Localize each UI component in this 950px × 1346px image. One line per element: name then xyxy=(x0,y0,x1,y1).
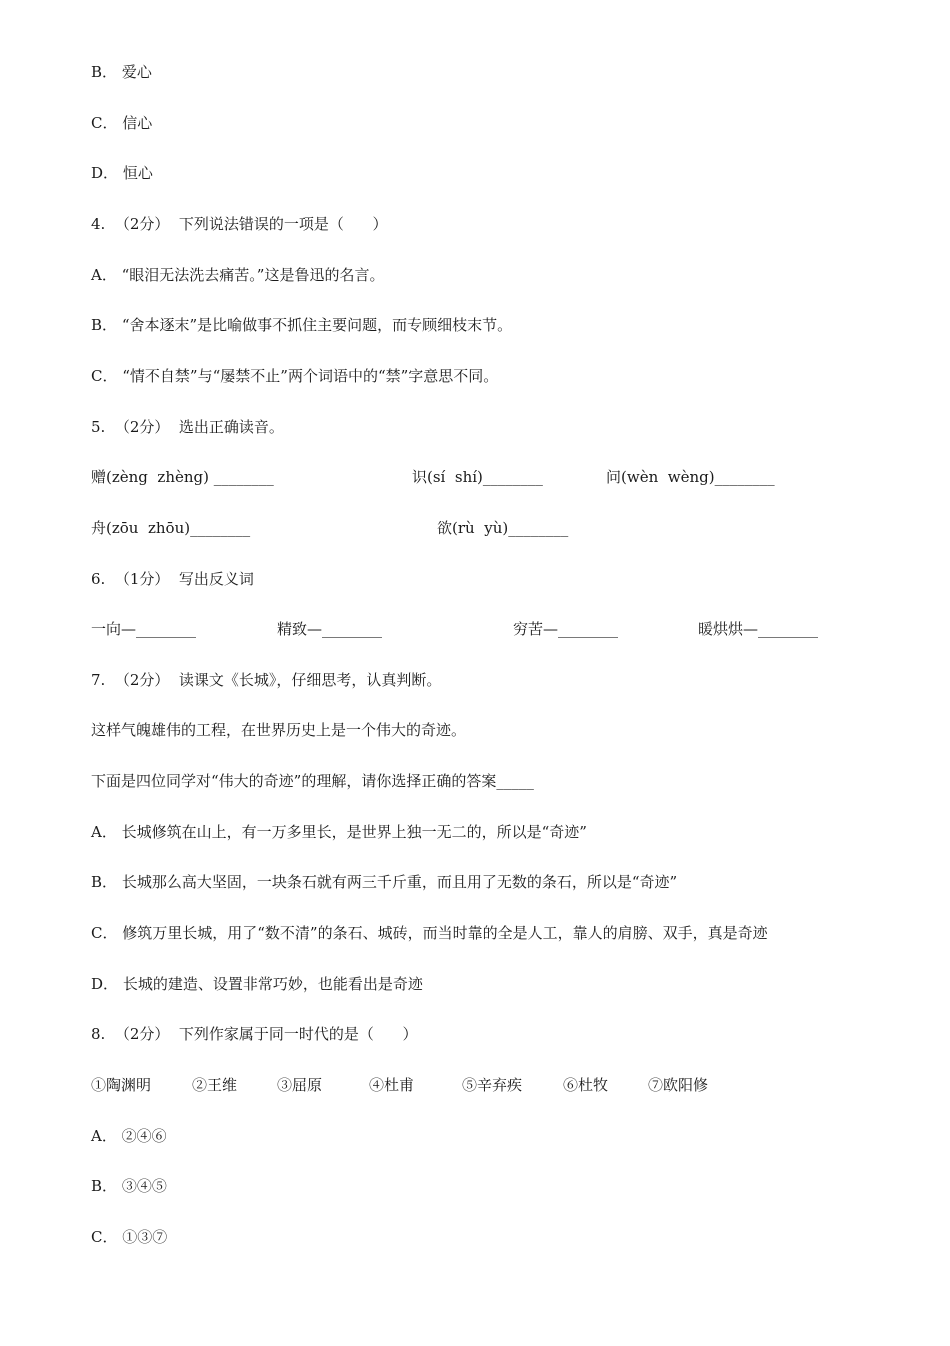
q8-stem: 8. （2分） 下列作家属于同一时代的是（ ） xyxy=(91,1025,418,1043)
q3-option-d[interactable]: D． 恒心 xyxy=(91,164,153,182)
q4-option-a[interactable]: A． “眼泪无法洗去痛苦。”这是鲁迅的名言。 xyxy=(91,266,385,284)
q8-author-7: ⑦欧阳修 xyxy=(648,1076,709,1094)
q5-blank-1[interactable]: 赠(zèng zhèng) ________ xyxy=(91,468,274,486)
q8-author-1: ①陶渊明 xyxy=(91,1076,152,1094)
q7-passage: 这样气魄雄伟的工程，在世界历史上是一个伟大的奇迹。 xyxy=(91,721,467,739)
q8-author-4: ④杜甫 xyxy=(369,1076,415,1094)
q5-blank-5[interactable]: 欲(rù yù)________ xyxy=(437,519,569,537)
q6-blank-3[interactable]: 穷苦—________ xyxy=(513,620,619,638)
q4-option-b[interactable]: B． “舍本逐末”是比喻做事不抓住主要问题，而专顾细枝末节。 xyxy=(91,316,513,334)
q8-author-6: ⑥杜牧 xyxy=(563,1076,609,1094)
q8-author-2: ②王维 xyxy=(192,1076,238,1094)
q6-blank-1[interactable]: 一向—________ xyxy=(91,620,197,638)
q8-author-5: ⑤辛弃疾 xyxy=(462,1076,523,1094)
q8-option-a[interactable]: A． ②④⑥ xyxy=(91,1127,167,1145)
q4-option-c[interactable]: C． “情不自禁”与“屡禁不止”两个词语中的“禁”字意思不同。 xyxy=(91,367,499,385)
q7-option-d[interactable]: D． 长城的建造、设置非常巧妙，也能看出是奇迹 xyxy=(91,975,423,993)
q3-option-b[interactable]: B． 爱心 xyxy=(91,63,152,81)
q6-blank-2[interactable]: 精致—________ xyxy=(277,620,383,638)
q8-option-c[interactable]: C． ①③⑦ xyxy=(91,1228,168,1246)
q5-blank-3[interactable]: 问(wèn wèng)________ xyxy=(606,468,775,486)
q7-stem: 7. （2分） 读课文《长城》，仔细思考，认真判断。 xyxy=(91,671,442,689)
q6-blank-4[interactable]: 暖烘烘—________ xyxy=(698,620,819,638)
q5-blank-2[interactable]: 识(sí shí)________ xyxy=(412,468,543,486)
q7-option-a[interactable]: A． 长城修筑在山上，有一万多里长，是世界上独一无二的，所以是“奇迹” xyxy=(91,823,587,841)
q5-stem: 5. （2分） 选出正确读音。 xyxy=(91,418,284,436)
q5-blank-4[interactable]: 舟(zōu zhōu)________ xyxy=(91,519,251,537)
q4-stem: 4. （2分） 下列说法错误的一项是（ ） xyxy=(91,215,388,233)
q8-option-b[interactable]: B． ③④⑤ xyxy=(91,1177,167,1195)
q7-option-b[interactable]: B． 长城那么高大坚固，一块条石就有两三千斤重，而且用了无数的条石，所以是“奇迹” xyxy=(91,873,678,891)
q7-prompt: 下面是四位同学对“伟大的奇迹”的理解，请你选择正确的答案_____ xyxy=(91,772,534,790)
q6-stem: 6. （1分） 写出反义词 xyxy=(91,570,254,588)
q7-option-c[interactable]: C． 修筑万里长城，用了“数不清”的条石、城砖，而当时靠的全是人工，靠人的肩膀、双手，真是奇迹 xyxy=(91,924,768,942)
q8-author-3: ③屈原 xyxy=(277,1076,323,1094)
q3-option-c[interactable]: C． 信心 xyxy=(91,114,153,132)
